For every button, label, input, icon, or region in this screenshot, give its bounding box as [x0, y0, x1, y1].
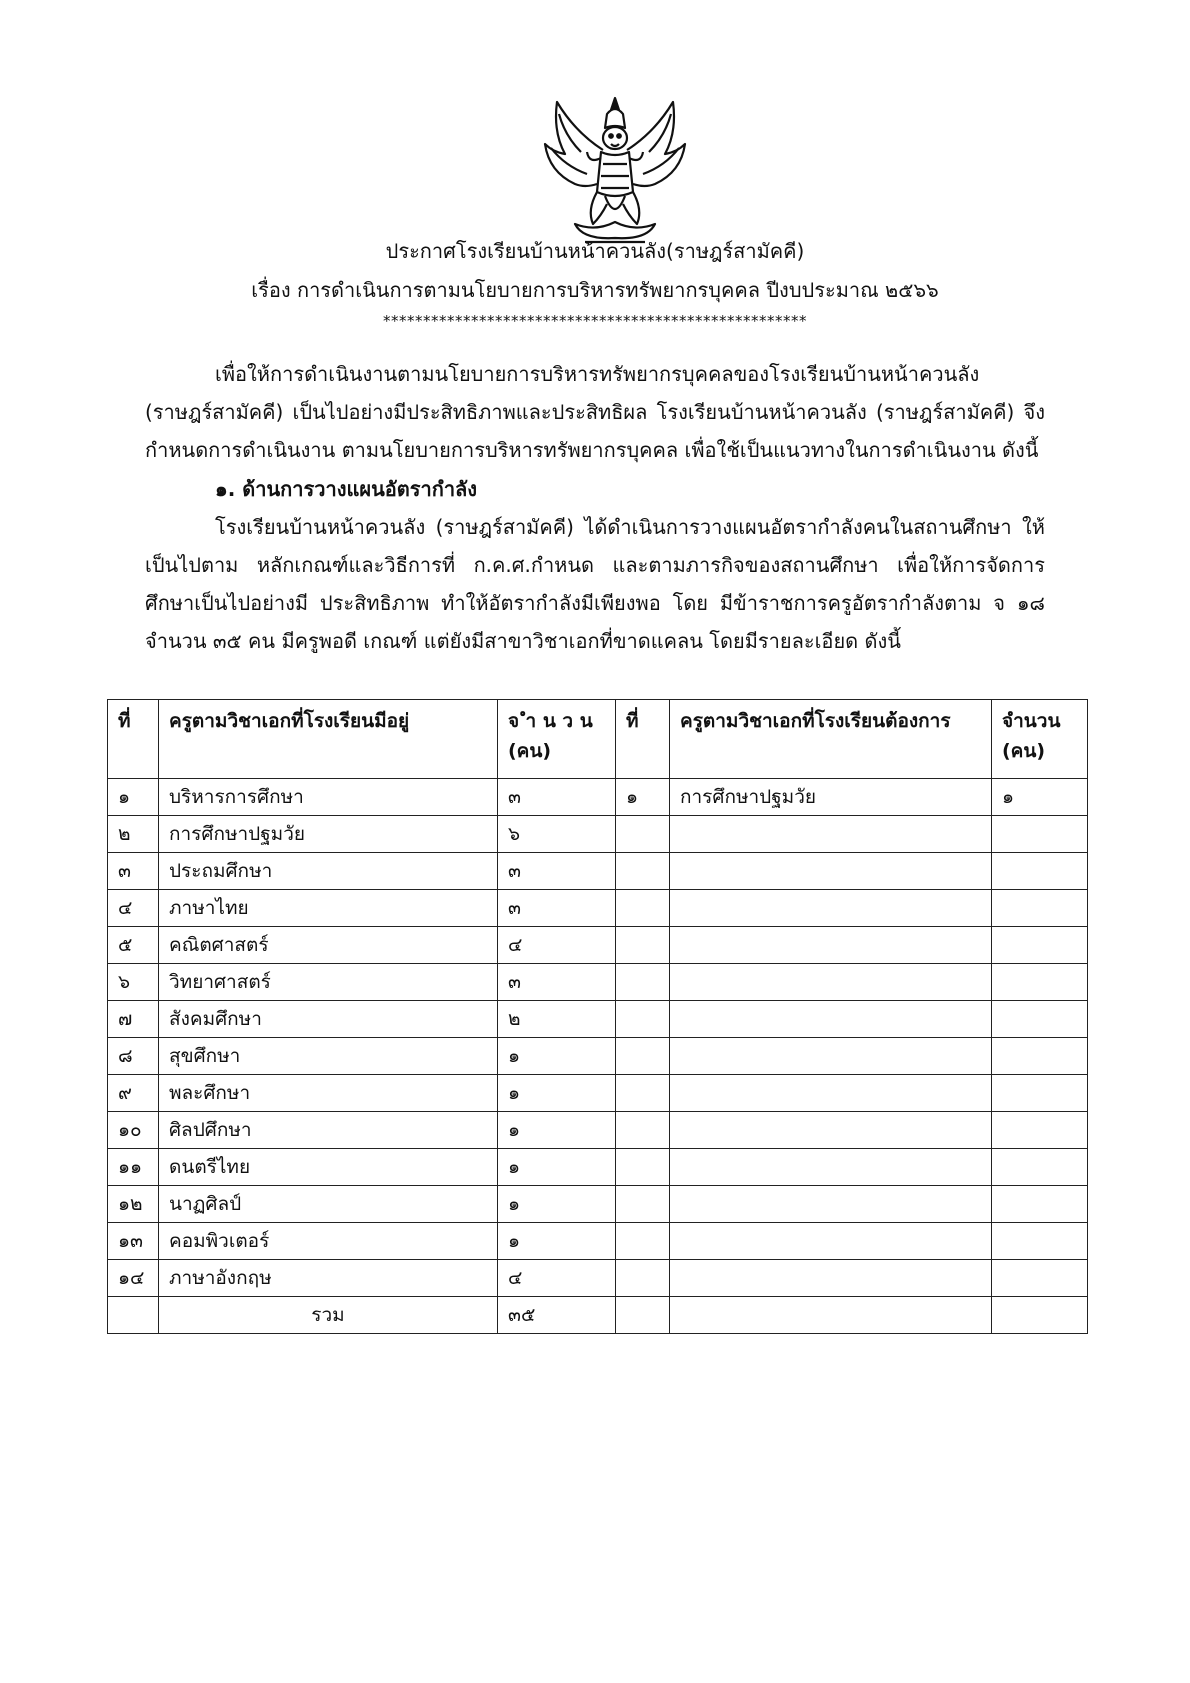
cell-no: ๓	[108, 853, 159, 890]
cell-needed-count	[992, 1112, 1088, 1149]
cell-existing-count: ๔	[498, 1260, 616, 1297]
total-empty-cell	[616, 1297, 670, 1334]
cell-needed-subject	[670, 1038, 992, 1075]
cell-no-2	[616, 890, 670, 927]
cell-needed-subject	[670, 853, 992, 890]
cell-needed-subject	[670, 1149, 992, 1186]
cell-existing-subject: ดนตรีไทย	[159, 1149, 498, 1186]
cell-no-2	[616, 1223, 670, 1260]
cell-needed-subject	[670, 1112, 992, 1149]
cell-needed-count: ๑	[992, 779, 1088, 816]
cell-existing-subject: ภาษาไทย	[159, 890, 498, 927]
cell-no: ๑๑	[108, 1149, 159, 1186]
announcement-subject: เรื่อง การดำเนินการตามนโยบายการบริหารทรัพยากรบุคคล ปีงบประมาณ ๒๕๖๖	[251, 278, 939, 302]
staff-table	[107, 699, 1088, 1334]
cell-existing-subject: พละศึกษา	[159, 1075, 498, 1112]
cell-needed-subject	[670, 964, 992, 1001]
cell-no-2	[616, 1075, 670, 1112]
cell-no: ๙	[108, 1075, 159, 1112]
cell-needed-subject	[670, 890, 992, 927]
cell-existing-count: ๓	[498, 964, 616, 1001]
cell-no: ๑๐	[108, 1112, 159, 1149]
table-total-row	[108, 1297, 1088, 1334]
cell-needed-count	[992, 816, 1088, 853]
cell-needed-count	[992, 1186, 1088, 1223]
table-row	[108, 1112, 1088, 1149]
cell-needed-count	[992, 1149, 1088, 1186]
cell-existing-count: ๑	[498, 1112, 616, 1149]
cell-no-2	[616, 853, 670, 890]
cell-existing-count: ๑	[498, 1075, 616, 1112]
cell-no: ๔	[108, 890, 159, 927]
table-row	[108, 1001, 1088, 1038]
cell-existing-count: ๓	[498, 779, 616, 816]
cell-needed-count	[992, 1075, 1088, 1112]
cell-existing-subject: การศึกษาปฐมวัย	[159, 816, 498, 853]
table-row	[108, 1038, 1088, 1075]
table-header-row	[108, 700, 1088, 779]
cell-existing-subject: สังคมศึกษา	[159, 1001, 498, 1038]
cell-existing-count: ๓	[498, 853, 616, 890]
col-header-existing-count: จ ำ น ว น (คน)	[498, 700, 616, 779]
cell-no-2	[616, 1186, 670, 1223]
intro-paragraph: เพื่อให้การดำเนินงานตามนโยบายการบริหารทรัพยากรบุคคลของโรงเรียนบ้านหน้าควนลัง (ราษฎร์สามัคคี) เป็นไปอย่างมีประสิทธิภาพและประสิทธิผล โรงเรียนบ้านหน้าควนลัง (ราษฎร์สามัคคี) จึงกำหนดการดำเนินงาน ตามนโยบายการบริหารทรัพยากรบุคคล เพื่อใช้เป็นแนวทางในการดำเนินงาน ดังนี้	[145, 362, 1045, 462]
cell-needed-subject	[670, 1075, 992, 1112]
table-row	[108, 1149, 1088, 1186]
cell-no: ๑	[108, 779, 159, 816]
cell-needed-subject	[670, 927, 992, 964]
cell-needed-subject	[670, 1001, 992, 1038]
table-row	[108, 927, 1088, 964]
table-row	[108, 1075, 1088, 1112]
cell-needed-count	[992, 890, 1088, 927]
cell-existing-count: ๒	[498, 1001, 616, 1038]
cell-existing-subject: ประถมศึกษา	[159, 853, 498, 890]
cell-no-2	[616, 1112, 670, 1149]
table-row	[108, 1260, 1088, 1297]
table-row	[108, 816, 1088, 853]
table-row	[108, 1223, 1088, 1260]
total-empty-cell	[108, 1297, 159, 1334]
cell-existing-subject: นาฏศิลป์	[159, 1186, 498, 1223]
cell-no: ๑๒	[108, 1186, 159, 1223]
cell-needed-count	[992, 927, 1088, 964]
cell-needed-count	[992, 1260, 1088, 1297]
table-row	[108, 779, 1088, 816]
cell-needed-subject: การศึกษาปฐมวัย	[670, 779, 992, 816]
cell-no: ๖	[108, 964, 159, 1001]
cell-no-2	[616, 1149, 670, 1186]
cell-existing-subject: วิทยาศาสตร์	[159, 964, 498, 1001]
section-paragraph: โรงเรียนบ้านหน้าควนลัง (ราษฎร์สามัคคี) ได้ดำเนินการวางแผนอัตรากำลังคนในสถานศึกษา ให้เป็นไปตาม หลักเกณฑ์และวิธีการที่ ก.ค.ศ.กำหนด และตามภารกิจของสถานศึกษา เพื่อให้การจัดการศึกษาเป็นไปอย่างมี ประสิทธิภาพ ทำให้อัตรากำลังมีเพียงพอ โดย มีข้าราชการครูอัตรากำลังตาม จ ๑๘ จำนวน ๓๕ คน มีครูพอดี เกณฑ์ แต่ยังมีสาขาวิชาเอกที่ขาดแคลน โดยมีรายละเอียด ดังนี้	[145, 515, 1045, 653]
table-row	[108, 1186, 1088, 1223]
col-header-needed-subject: ครูตามวิชาเอกที่โรงเรียนต้องการ	[670, 700, 992, 779]
cell-existing-count: ๔	[498, 927, 616, 964]
cell-existing-count: ๓	[498, 890, 616, 927]
col-header-existing-subject: ครูตามวิชาเอกที่โรงเรียนมีอยู่	[159, 700, 498, 779]
cell-no-2	[616, 1260, 670, 1297]
cell-needed-subject	[670, 1186, 992, 1223]
cell-needed-subject	[670, 1260, 992, 1297]
cell-no: ๘	[108, 1038, 159, 1075]
garuda-emblem-icon	[535, 92, 695, 252]
cell-needed-subject	[670, 816, 992, 853]
cell-no-2: ๑	[616, 779, 670, 816]
col-header-no-2: ที่	[616, 700, 670, 779]
separator-line: *****************************************************	[383, 312, 807, 330]
cell-needed-count	[992, 1038, 1088, 1075]
cell-no: ๒	[108, 816, 159, 853]
cell-existing-subject: ภาษาอังกฤษ	[159, 1260, 498, 1297]
cell-no-2	[616, 964, 670, 1001]
cell-needed-count	[992, 853, 1088, 890]
cell-existing-count: ๑	[498, 1223, 616, 1260]
cell-existing-subject: ศิลปศึกษา	[159, 1112, 498, 1149]
cell-existing-count: ๑	[498, 1186, 616, 1223]
cell-no: ๕	[108, 927, 159, 964]
total-label: รวม	[159, 1297, 498, 1334]
cell-no: ๑๓	[108, 1223, 159, 1260]
cell-needed-subject	[670, 1223, 992, 1260]
col-header-needed-count: จำนวน (คน)	[992, 700, 1088, 779]
total-count: ๓๕	[498, 1297, 616, 1334]
cell-existing-count: ๖	[498, 816, 616, 853]
cell-no-2	[616, 816, 670, 853]
total-empty-cell	[992, 1297, 1088, 1334]
cell-no: ๗	[108, 1001, 159, 1038]
cell-needed-count	[992, 964, 1088, 1001]
cell-no-2	[616, 1001, 670, 1038]
table-row	[108, 964, 1088, 1001]
cell-needed-count	[992, 1223, 1088, 1260]
cell-existing-count: ๑	[498, 1149, 616, 1186]
cell-no: ๑๔	[108, 1260, 159, 1297]
col-header-no: ที่	[108, 700, 159, 779]
cell-no-2	[616, 927, 670, 964]
cell-existing-subject: บริหารการศึกษา	[159, 779, 498, 816]
cell-existing-subject: สุขศึกษา	[159, 1038, 498, 1075]
table-row	[108, 853, 1088, 890]
cell-needed-count	[992, 1001, 1088, 1038]
cell-no-2	[616, 1038, 670, 1075]
cell-existing-count: ๑	[498, 1038, 616, 1075]
total-empty-cell	[670, 1297, 992, 1334]
cell-existing-subject: คอมพิวเตอร์	[159, 1223, 498, 1260]
table-row	[108, 890, 1088, 927]
cell-existing-subject: คณิตศาสตร์	[159, 927, 498, 964]
announcement-title: ประกาศโรงเรียนบ้านหน้าควนลัง(ราษฎร์สามัคคี)	[385, 239, 805, 263]
section-heading: ๑. ด้านการวางแผนอัตรากำลัง	[215, 477, 478, 501]
